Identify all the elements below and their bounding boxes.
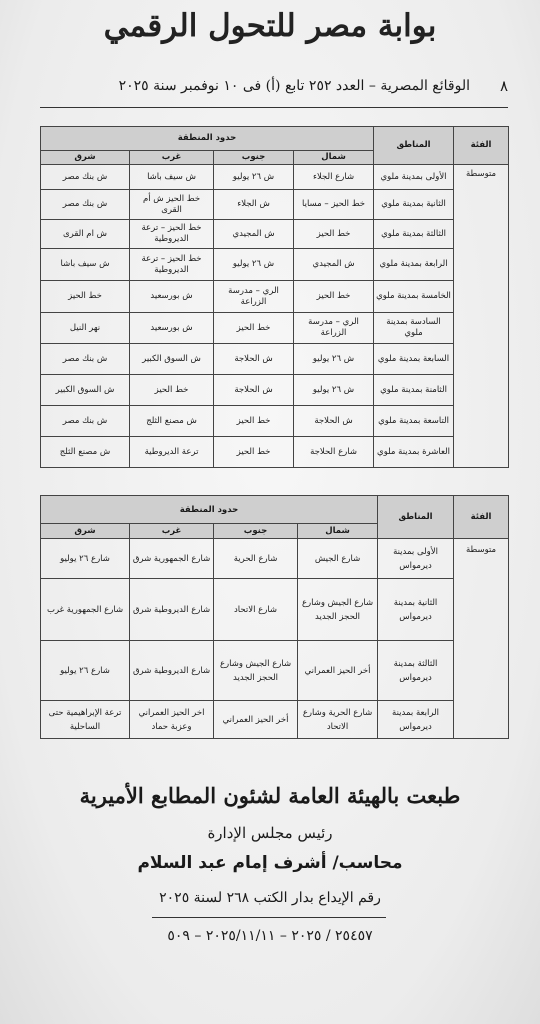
table-row [41, 190, 509, 220]
bounds-header: حدود المنطقة [41, 496, 378, 524]
east-cell: ش بنك مصر [41, 406, 130, 437]
zone-cell: التاسعة بمدينة ملوي [374, 406, 454, 437]
south-cell: ش الحلاجة [214, 344, 294, 375]
table-row [41, 249, 509, 281]
table-row [41, 701, 509, 739]
east-cell: ش ام القرى [41, 220, 130, 249]
zone-cell: الثانية بمدينة ملوي [374, 190, 454, 220]
south-cell: خط الحيز [214, 313, 294, 344]
zone-cell: الثالثة بمدينة ملوي [374, 220, 454, 249]
category-header: الفئة [454, 496, 509, 539]
printed-by: طبعت بالهيئة العامة لشئون المطابع الأميرية [79, 783, 461, 808]
north-cell: ش المجيدي [294, 249, 374, 281]
zones-header: المناطق [374, 127, 454, 165]
east-cell: ش بنك مصر [41, 165, 130, 190]
west-cell: خط الحيز – ترعة الديروطية [130, 249, 214, 281]
north-header: شمال [298, 524, 378, 539]
zone-cell: العاشرة بمدينة ملوي [374, 437, 454, 468]
west-cell: خط الحيز – ترعة الديروطية [130, 220, 214, 249]
east-cell: ترعة الإبراهيمية حتى الساحلية [41, 701, 130, 739]
south-header: جنوب [214, 151, 294, 165]
west-header: غرب [130, 524, 214, 539]
south-cell: أخر الحيز العمراني [214, 701, 298, 739]
site-title: بوابة مصر للتحول الرقمي [103, 8, 437, 44]
east-cell: نهر النيل [41, 313, 130, 344]
north-cell: ش الحلاجة [294, 406, 374, 437]
north-cell: أخر الحيز العمراني [298, 641, 378, 701]
east-header: شرق [41, 524, 130, 539]
accountant-name: محاسب/ أشرف إمام عبد السلام [137, 853, 403, 873]
north-cell: خط الحيز – مسايا [294, 190, 374, 220]
zone-cell: السابعة بمدينة ملوي [374, 344, 454, 375]
west-cell: ش مصنع الثلج [130, 406, 214, 437]
south-cell: شارع الجيش وشارع الحجز الجديد [214, 641, 298, 701]
north-cell: شارع الحرية وشارع الاتحاد [298, 701, 378, 739]
board-chair: رئيس مجلس الإدارة [207, 824, 333, 842]
south-cell: الري – مدرسة الزراعة [214, 281, 294, 313]
north-cell: الري – مدرسة الزراعة [294, 313, 374, 344]
footer-divider [152, 917, 386, 918]
north-cell: شارع الجلاء [294, 165, 374, 190]
east-cell: ش بنك مصر [41, 344, 130, 375]
zone-cell: الرابعة بمدينة ملوي [374, 249, 454, 281]
page-number: ٨ [499, 77, 508, 95]
table-row [41, 220, 509, 249]
east-cell: خط الحيز [41, 281, 130, 313]
south-cell: خط الحيز [214, 406, 294, 437]
zone-cell: الثانية بمدينة ديرمواس [378, 579, 454, 641]
zones-table-mallawi [40, 126, 509, 468]
table-row [41, 344, 509, 375]
east-cell: شارع ٢٦ يوليو [41, 539, 130, 579]
west-cell: ترعة الديروطية [130, 437, 214, 468]
table-row [41, 165, 509, 190]
west-header: غرب [130, 151, 214, 165]
west-cell: شارع الديروطية شرق [130, 641, 214, 701]
south-header: جنوب [214, 524, 298, 539]
east-header: شرق [41, 151, 130, 165]
south-cell: ش ٢٦ يوليو [214, 165, 294, 190]
east-cell: ش سيف باشا [41, 249, 130, 281]
north-cell: شارع الجيش وشارع الحجز الجديد [298, 579, 378, 641]
north-header: شمال [294, 151, 374, 165]
south-cell: ش ٢٦ يوليو [214, 249, 294, 281]
zone-cell: الثالثة بمدينة ديرمواس [378, 641, 454, 701]
table-row [41, 406, 509, 437]
table-row [41, 281, 509, 313]
south-cell: شارع الاتحاد [214, 579, 298, 641]
west-cell: شارع الديروطية شرق [130, 579, 214, 641]
south-cell: ش الحلاجة [214, 375, 294, 406]
east-cell: شارع ٢٦ يوليو [41, 641, 130, 701]
category-cell: متوسطة [454, 165, 509, 468]
north-cell: ش ٢٦ يوليو [294, 344, 374, 375]
west-cell: ش سيف باشا [130, 165, 214, 190]
west-cell: ش بورسعيد [130, 281, 214, 313]
west-cell: ش السوق الكبير [130, 344, 214, 375]
west-cell: خط الحيز [130, 375, 214, 406]
zone-cell: الأولى بمدينة ملوي [374, 165, 454, 190]
east-cell: ش السوق الكبير [41, 375, 130, 406]
zone-cell: الخامسة بمدينة ملوي [374, 281, 454, 313]
south-cell: ش المجيدي [214, 220, 294, 249]
gazette-issue-line: الوقائع المصرية – العدد ٢٥٢ تابع (أ) فى ١٠ نوفمبر سنة ٢٠٢٥ [118, 78, 470, 94]
table-row [41, 539, 509, 579]
west-cell: خط الحيز ش أم القرى [130, 190, 214, 220]
north-cell: ش ٢٦ يوليو [294, 375, 374, 406]
zone-cell: الرابعة بمدينة ديرمواس [378, 701, 454, 739]
west-cell: شارع الجمهورية شرق [130, 539, 214, 579]
east-cell: ش مصنع الثلج [41, 437, 130, 468]
west-cell: ش بورسعيد [130, 313, 214, 344]
zone-cell: الأولى بمدينة ديرمواس [378, 539, 454, 579]
zones-table-deirmawas [40, 495, 509, 739]
category-cell: متوسطة [454, 539, 509, 739]
zone-cell: الثامنة بمدينة ملوي [374, 375, 454, 406]
south-cell: ش الجلاء [214, 190, 294, 220]
table-row [41, 641, 509, 701]
east-cell: شارع الجمهورية غرب [41, 579, 130, 641]
east-cell: ش بنك مصر [41, 190, 130, 220]
south-cell: شارع الحرية [214, 539, 298, 579]
gazette-header [40, 75, 508, 108]
north-cell: خط الحيز [294, 281, 374, 313]
zone-cell: السادسة بمدينة ملوي [374, 313, 454, 344]
north-cell: خط الحيز [294, 220, 374, 249]
south-cell: خط الحيز [214, 437, 294, 468]
table-row [41, 437, 509, 468]
zones-header: المناطق [378, 496, 454, 539]
deposit-number: رقم الإيداع بدار الكتب ٢٦٨ لسنة ٢٠٢٥ [159, 890, 381, 906]
bounds-header: حدود المنطقة [41, 127, 374, 151]
table-row [41, 579, 509, 641]
north-cell: شارع الحلاجة [294, 437, 374, 468]
table-row [41, 313, 509, 344]
category-header: الفئة [454, 127, 509, 165]
table-row [41, 375, 509, 406]
print-code: ٢٥٤٥٧ / ٢٠٢٥ – ٢٠٢٥/١١/١١ – ٥٠٩ [167, 928, 373, 944]
west-cell: اخر الحيز العمراني وعزبة حماد [130, 701, 214, 739]
north-cell: شارع الجيش [298, 539, 378, 579]
